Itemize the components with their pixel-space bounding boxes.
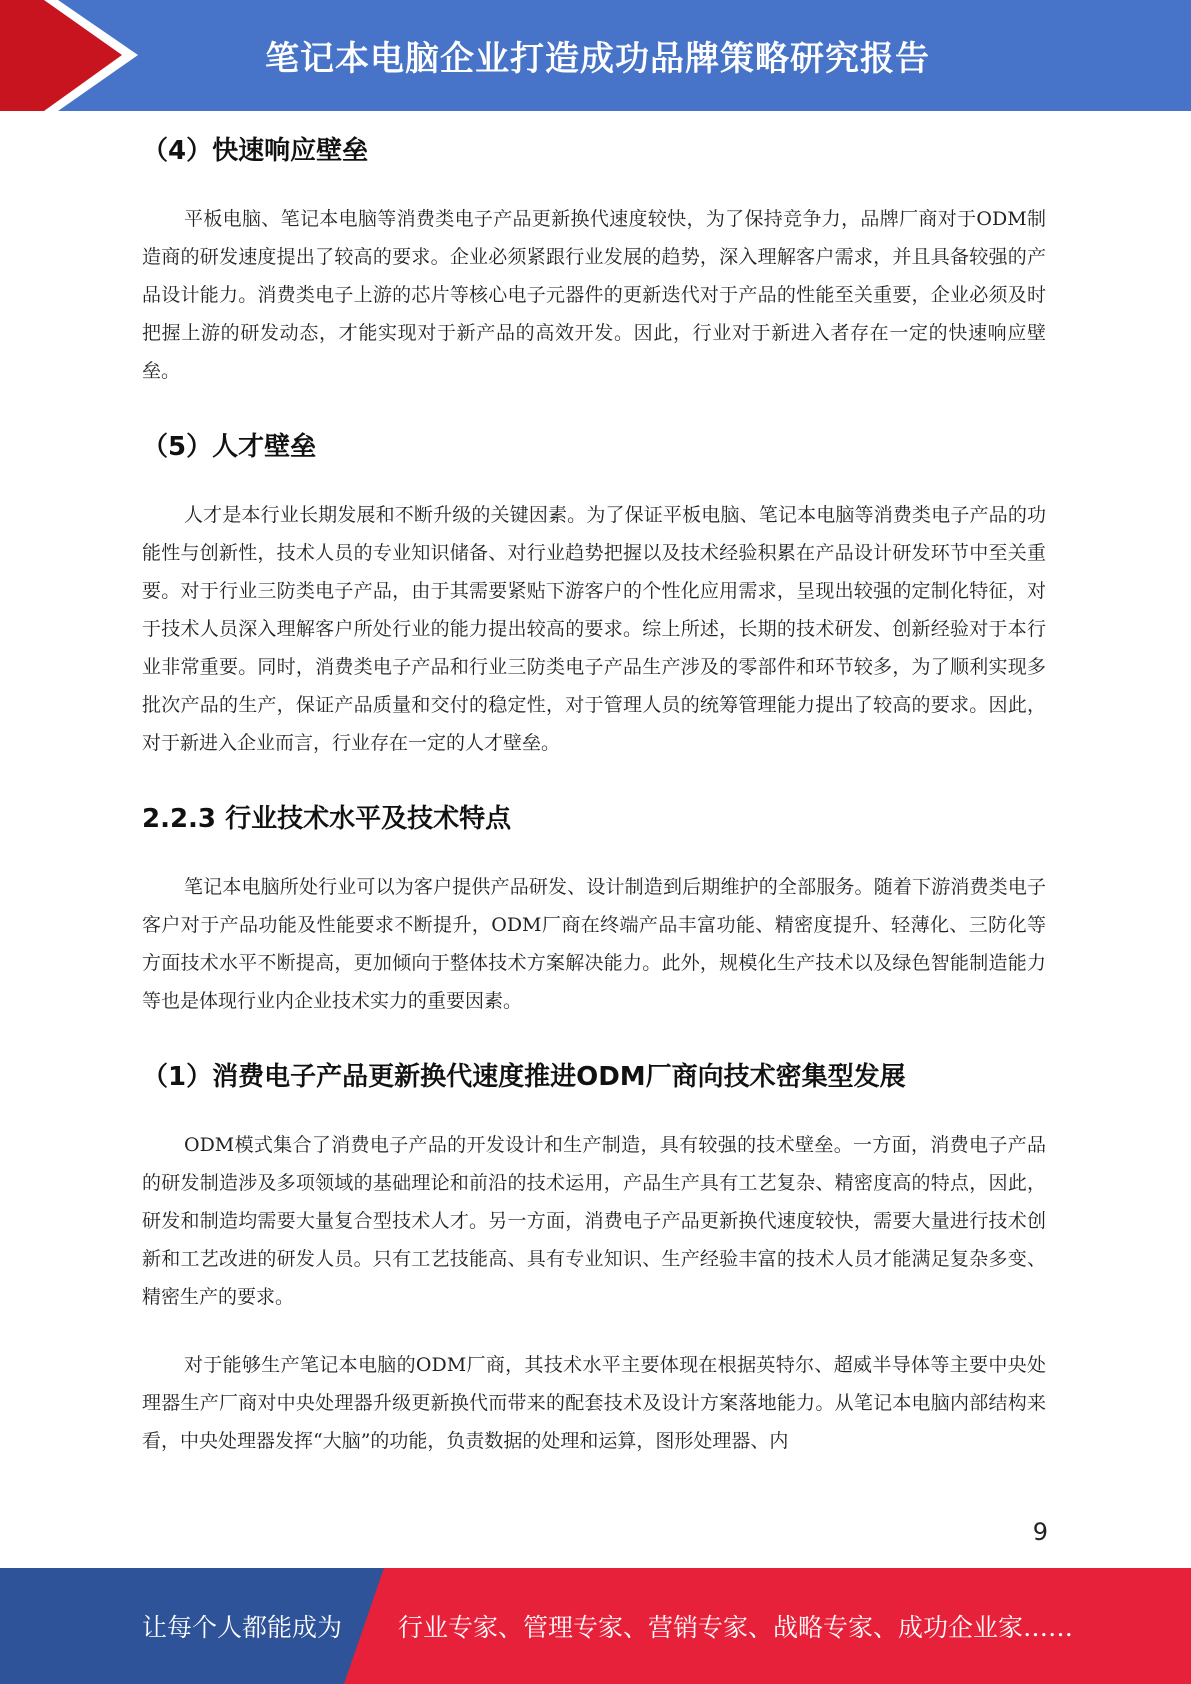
section-heading: 2.2.3 行业技术水平及技术特点 [142,804,512,834]
header-banner [0,0,1191,111]
page-number: 9 [1032,1518,1048,1546]
paragraph: 平板电脑、笔记本电脑等消费类电子产品更新换代速度较快，为了保持竞争力，品牌厂商对于ODM制造商的研发速度提出了较高的要求。企业必须紧跟行业发展的趋势，深入理解客户需求，并且具备较强的产品设计能力。消费类电子上游的芯片等核心电子元器件的更新迭代对于产品的性能至关重要，企业必须及时把握上游的研发动态，才能实现对于新产品的高效开发。因此，行业对于新进入者存在一定的快速响应壁垒。 [142,208,1046,382]
paragraph: 对于能够生产笔记本电脑的ODM厂商，其技术水平主要体现在根据英特尔、超威半导体等主要中央处理器生产厂商对中央处理器升级更新换代而带来的配套技术及设计方案落地能力。从笔记本电脑内部结构来看，中央处理器发挥“大脑”的功能，负责数据的处理和运算，图形处理器、内 [142,1354,1046,1452]
section-heading: （5）人才壁垒 [142,432,317,462]
document-body [142,124,1046,1460]
footer-slogan-right: 行业专家、管理专家、营销专家、战略专家、成功企业家…… [398,1613,1074,1642]
report-title: 笔记本电脑企业打造成功品牌策略研究报告 [265,39,930,79]
paragraph: 人才是本行业长期发展和不断升级的关键因素。为了保证平板电脑、笔记本电脑等消费类电子产品的功能性与创新性，技术人员的专业知识储备、对行业趋势把握以及技术经验积累在产品设计研发环节中至关重要。对于行业三防类电子产品，由于其需要紧贴下游客户的个性化应用需求，呈现出较强的定制化特征，对于技术人员深入理解客户所处行业的能力提出较高的要求。综上所述，长期的技术研发、创新经验对于本行业非常重要。同时，消费类电子产品和行业三防类电子产品生产涉及的零部件和环节较多，为了顺利实现多批次产品的生产，保证产品质量和交付的稳定性，对于管理人员的统筹管理能力提出了较高的要求。因此，对于新进入企业而言，行业存在一定的人才壁垒。 [142,504,1046,754]
header-chevron-red [0,0,122,111]
section-heading: （1）消费电子产品更新换代速度推进ODM厂商向技术密集型发展 [142,1062,906,1092]
paragraph: ODM模式集合了消费电子产品的开发设计和生产制造，具有较强的技术壁垒。一方面，消费电子产品的研发制造涉及多项领域的基础理论和前沿的技术运用，产品生产具有工艺复杂、精密度高的特点，因此，研发和制造均需要大量复合型技术人才。另一方面，消费电子产品更新换代速度较快，需要大量进行技术创新和工艺改进的研发人员。只有工艺技能高、具有专业知识、生产经验丰富的技术人员才能满足复杂多变、精密生产的要求。 [142,1134,1046,1308]
footer-banner [0,1568,1191,1684]
paragraph: 笔记本电脑所处行业可以为客户提供产品研发、设计制造到后期维护的全部服务。随着下游消费类电子客户对于产品功能及性能要求不断提升，ODM厂商在终端产品丰富功能、精密度提升、轻薄化、三防化等方面技术水平不断提高，更加倾向于整体技术方案解决能力。此外，规模化生产技术以及绿色智能制造能力等也是体现行业内企业技术实力的重要因素。 [142,876,1046,1012]
section-heading: （4）快速响应壁垒 [142,136,369,166]
footer-slogan-left: 让每个人都能成为 [142,1613,343,1642]
